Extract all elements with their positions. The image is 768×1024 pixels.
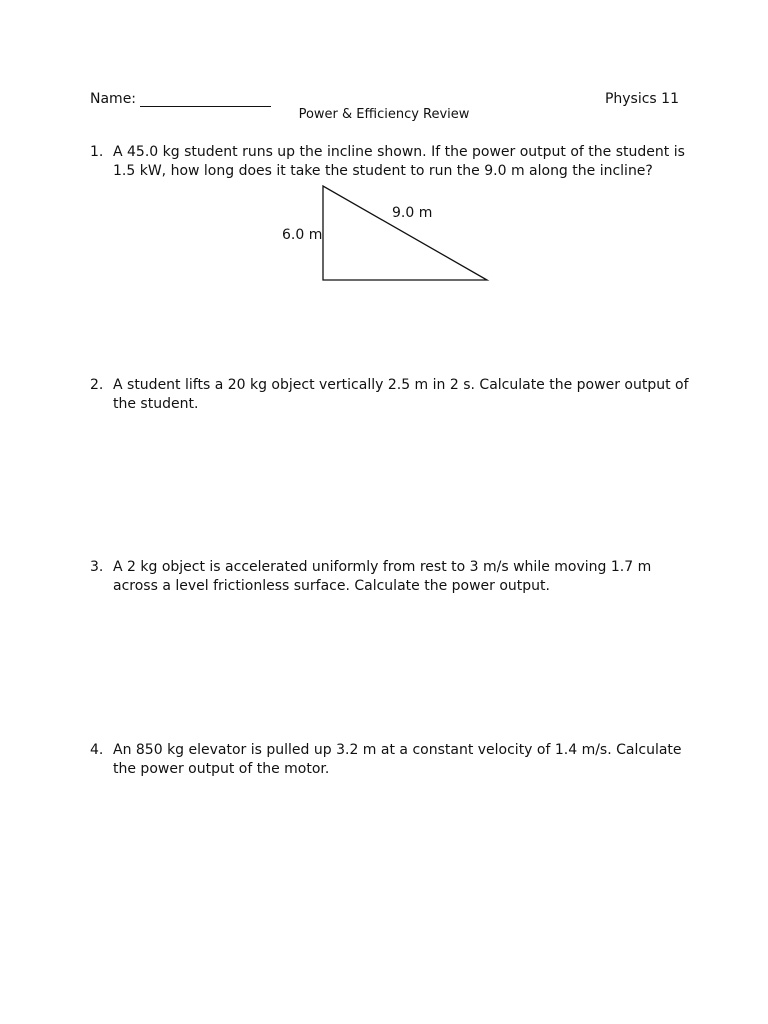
question-text: A student lifts a 20 kg object vertically 2.5 m in 2 s. Calculate the power output of the student. [113, 377, 689, 412]
question-text: An 850 kg elevator is pulled up 3.2 m at a constant velocity of 1.4 m/s. Calculate the power output of the motor. [113, 742, 682, 777]
question-2 [90, 376, 690, 414]
incline-diagram [270, 180, 500, 290]
triangle-shape [323, 186, 487, 280]
worksheet-title: Power & Efficiency Review [298, 107, 470, 122]
question-text: A 45.0 kg student runs up the incline shown. If the power output of the student is 1.5 kW, how long does it take the student to run the 9.0 m along the incline? [113, 144, 685, 179]
hypotenuse-label: 9.0 m [392, 205, 433, 221]
name-label: Name: [90, 91, 137, 107]
name-field [90, 91, 271, 107]
question-number: 1. [90, 144, 104, 160]
question-number: 2. [90, 377, 104, 393]
question-number: 3. [90, 559, 104, 575]
question-4 [90, 741, 690, 779]
question-text: A 2 kg object is accelerated uniformly from rest to 3 m/s while moving 1.7 m across a level frictionless surface. Calculate the power output. [113, 559, 652, 594]
question-number: 4. [90, 742, 104, 758]
height-label: 6.0 m [282, 227, 323, 243]
course-label: Physics 11 [604, 91, 679, 107]
question-3 [90, 558, 690, 596]
question-1 [90, 143, 690, 181]
name-blank-line [140, 92, 271, 107]
